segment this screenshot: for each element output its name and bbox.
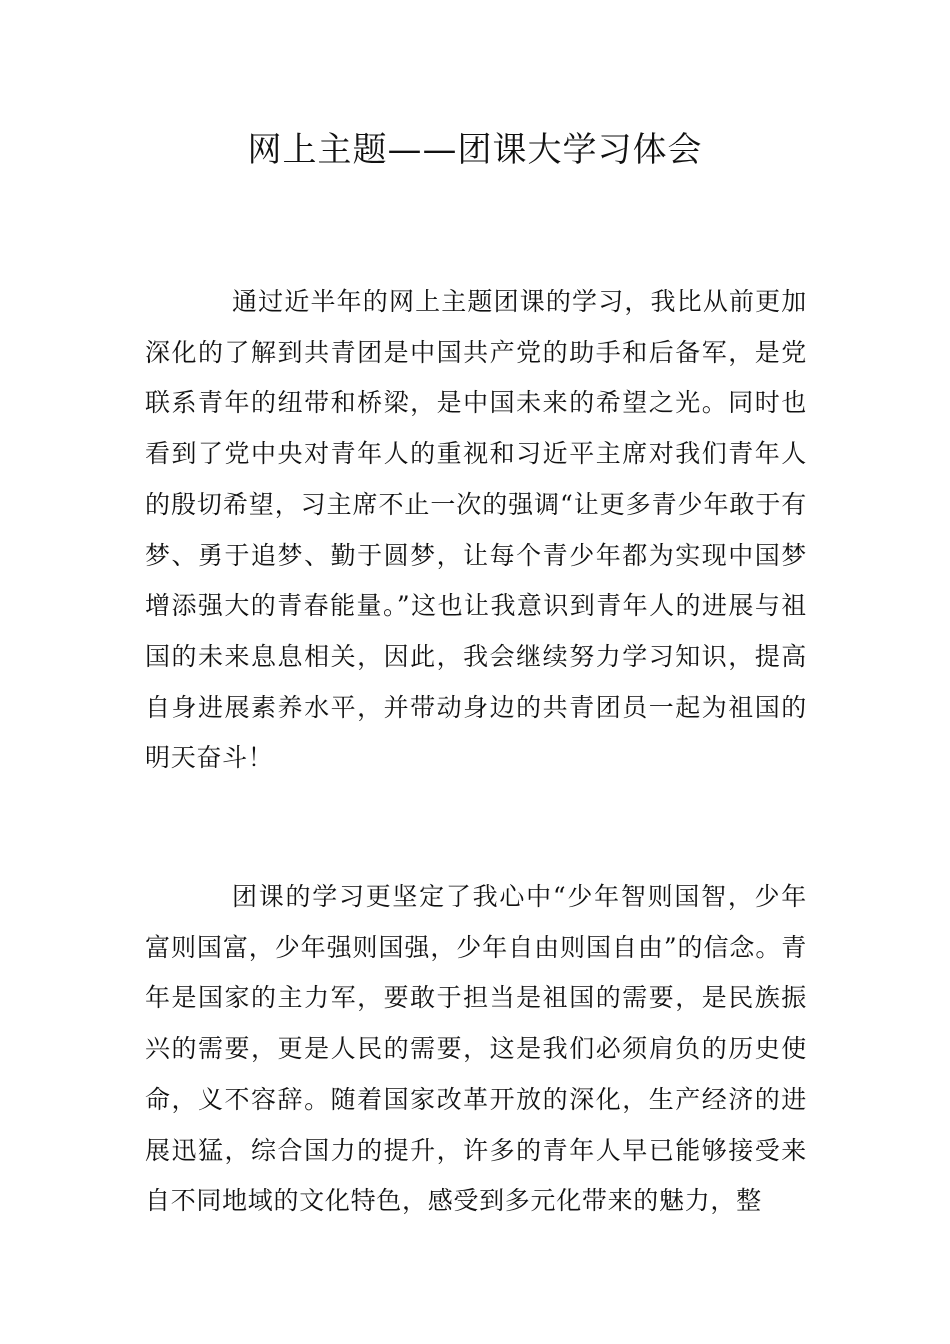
body-paragraph-1: 通过近半年的网上主题团课的学习，我比从前更加深化的了解到共青团是中国共产党的助手和后备军，是党联系青年的纽带和桥梁，是中国未来的希望之光。同时也看到了党中央对青年人的重视和习近平主席对我们青年人的殷切希望，习主席不止一次的强调“让更多青少年敢于有梦、勇于追梦、勤于圆梦，让每个青少年都为实现中国梦增添强大的青春能量。”这也让我意识到青年人的进展与祖国的未来息息相关，因此，我会继续努力学习知识，提高自身进展素养水平，并带动身边的共青团员一起为祖国的明天奋斗！: [145, 287, 807, 773]
document-title: 网上主题——团课大学习体会: [247, 130, 703, 170]
body-paragraph-2: 团课的学习更坚定了我心中“少年智则国智，少年富则国富，少年强则国强，少年自由则国自由”的信念。青年是国家的主力军，要敢于担当是祖国的需要，是民族振兴的需要，更是人民的需要，这是我们必须肩负的历史使命，义不容辞。随着国家改革开放的深化，生产经济的进展迅猛，综合国力的提升，许多的青年人早已能够接受来自不同地域的文化特色，感受到多元化带来的魅力，整: [145, 882, 807, 1216]
